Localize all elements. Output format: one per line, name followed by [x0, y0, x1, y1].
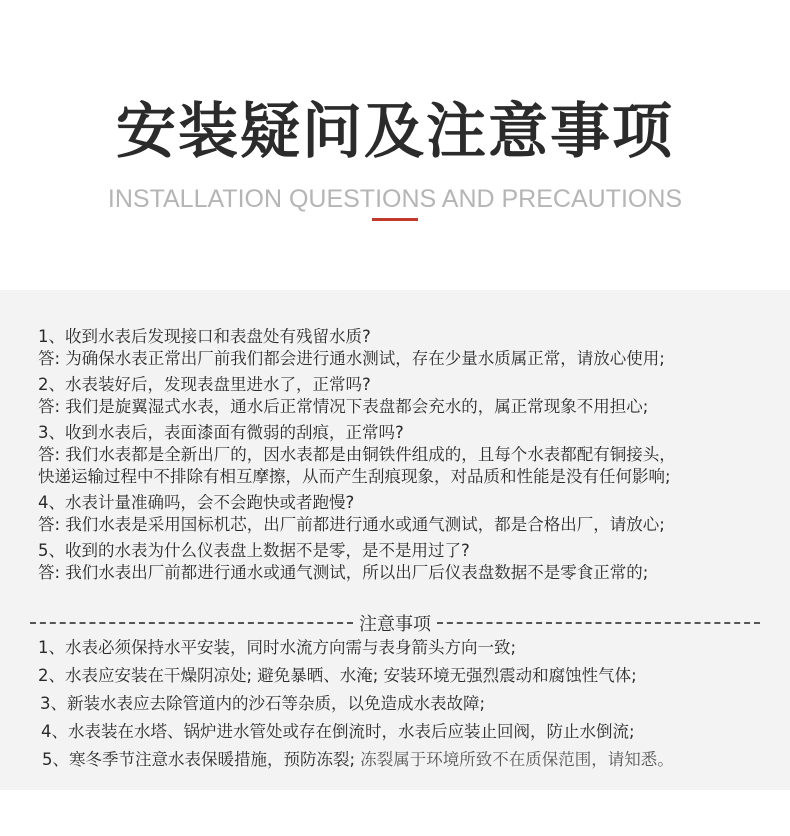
answer-1: 答: 为确保水表正常出厂前我们都会进行通水测试，存在少量水质属正常，请放心使用; — [38, 349, 665, 368]
note-item-2: 2、水表应安装在干燥阴凉处; 避免暴晒、水淹; 安装环境无强烈震动和腐蚀性气体; — [38, 666, 637, 685]
answer-4: 答: 我们水表是采用国标机芯，出厂前都进行通水或通气测试，都是合格出厂，请放心; — [38, 515, 665, 534]
notes-heading: 注意事项 — [359, 614, 431, 635]
note-item-4: 4、水表装在水塔、锅炉进水管处或存在倒流时，水表后应装止回阀，防止水倒流; — [41, 722, 635, 741]
answer-5: 答: 我们水表出厂前都进行通水或通气测试，所以出厂后仪表盘数据不是零食正常的; — [38, 563, 649, 582]
question-3: 3、收到水表后，表面漆面有微弱的刮痕，正常吗? — [38, 423, 404, 442]
question-4: 4、水表计量准确吗，会不会跑快或者跑慢? — [38, 493, 355, 512]
divider-dash-right — [437, 622, 760, 624]
note-item-3: 3、新装水表应去除管道内的沙石等杂质，以免造成水表故障; — [40, 694, 486, 713]
notes-divider — [30, 610, 760, 636]
note-item-5-main: 5、寒冬季节注意水表保暖措施，预防冻裂; — [42, 750, 356, 769]
content-panel — [0, 290, 790, 790]
question-2: 2、水表装好后，发现表盘里进水了，正常吗? — [38, 375, 371, 394]
qa-list — [38, 326, 778, 584]
notes-list — [38, 634, 778, 774]
answer-3-line-2: 快递运输过程中不排除有相互摩擦，从而产生刮痕现象，对品质和性能是没有任何影响; — [38, 467, 671, 486]
answer-2: 答: 我们是旋翼湿式水表，通水后正常情况下表盘都会充水的，属正常现象不用担心; — [38, 397, 649, 416]
note-item-5-disclaimer: 冻裂属于环境所致不在质保范围，请知悉。 — [355, 750, 674, 769]
note-item-5 — [38, 746, 778, 774]
answer-3-line-1: 答: 我们水表都是全新出厂的，因水表都是由铜铁件组成的，且每个水表都配有铜接头， — [38, 445, 676, 464]
page-subtitle: INSTALLATION QUESTIONS AND PRECAUTIONS — [107, 185, 683, 213]
note-item-1: 1、水表必须保持水平安装，同时水流方向需与表身箭头方向一致; — [38, 638, 517, 657]
divider-dash-left — [30, 622, 353, 624]
question-1: 1、收到水表后发现接口和表盘处有残留水质? — [38, 327, 371, 346]
page-title: 安装疑问及注意事项 — [116, 97, 674, 167]
title-accent-line — [372, 218, 418, 221]
header-section — [0, 0, 790, 290]
question-5: 5、收到的水表为什么仪表盘上数据不是零，是不是用过了? — [38, 541, 470, 560]
